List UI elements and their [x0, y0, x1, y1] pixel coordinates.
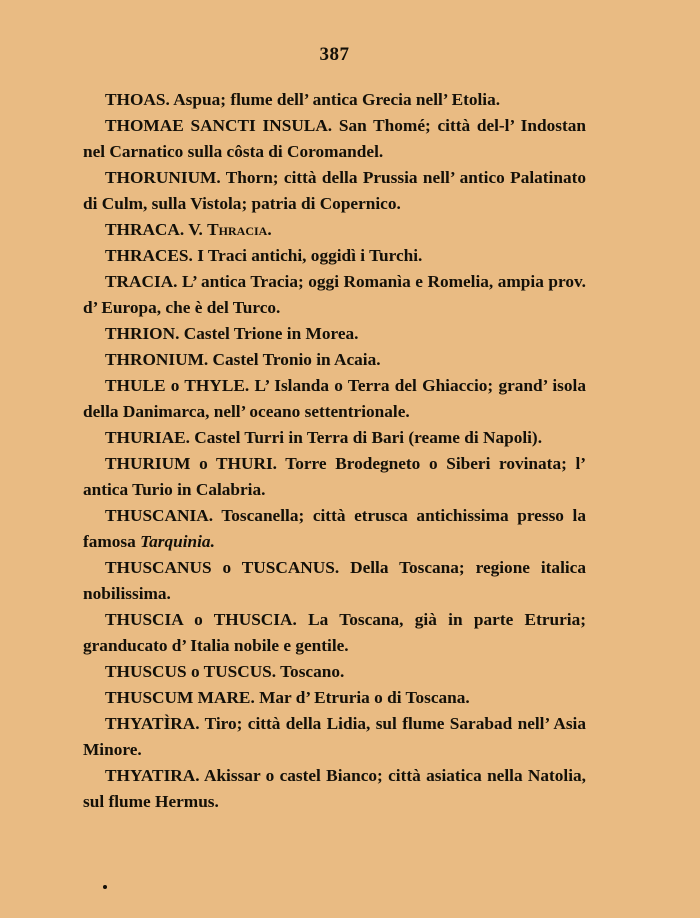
- entry-text: San Thomé; città del-l’ Indostan nel Carnatico sulla côsta di Coromandel.: [83, 116, 586, 161]
- entry: [83, 269, 586, 321]
- page-number: 387: [319, 44, 350, 65]
- entry-head: THURIAE.: [105, 428, 190, 447]
- entry-head: THUSCUM MARE.: [105, 688, 255, 707]
- entry-text: L’ Islanda o Terra del Ghiaccio; grand’ isola della Danimarca, nell’ oceano settentrionale.: [83, 376, 586, 421]
- entry-head: THORUNIUM.: [105, 168, 221, 187]
- entry: [83, 763, 586, 815]
- entry-head: THRONIUM.: [105, 350, 209, 369]
- entry: [83, 165, 586, 217]
- entry-head: THYATIRA.: [105, 766, 200, 785]
- entry-text: Thorn; città della Prussia nell’ antico Palatinato di Culm, sulla Vistola; patria di Copernico.: [83, 168, 586, 213]
- entry-head: THYATÌRA.: [105, 714, 200, 733]
- entry-head: THUSCUS o TUSCUS.: [105, 662, 277, 681]
- entry: [83, 373, 586, 425]
- entry-head: THUSCANIA.: [105, 506, 214, 525]
- entry-text: Castel Tronio in Acaia.: [208, 350, 381, 369]
- entry: [83, 711, 586, 763]
- entry: [83, 113, 586, 165]
- entry-head: THURIUM o THURI.: [105, 454, 277, 473]
- entry-text: Akissar o castel Bianco; città asiatica nella Natolia, sul flume Hermus.: [83, 766, 586, 811]
- entry: [83, 451, 586, 503]
- entry: [83, 243, 586, 269]
- entry-head: THRION.: [105, 324, 180, 343]
- entry-text: Tiro; città della Lidia, sul flume Sarabad nell’ Asia Minore.: [83, 714, 586, 759]
- entry-text: L’ antica Tracia; oggi Romanìa e Romelia, ampia prov. d’ Europa, che è del Turco.: [83, 272, 586, 317]
- entry: [83, 503, 586, 555]
- entry-text: I Traci antichi, oggidì i Turchi.: [192, 246, 423, 265]
- entry-text: Aspua; flume dell’ antica Grecia nell’ Etolia.: [169, 90, 501, 109]
- entry: [83, 659, 586, 685]
- entry-text: Toscano.: [276, 662, 345, 681]
- entry-text: Della Toscana; regione italica nobilissima.: [83, 558, 586, 603]
- entry-head: THOAS.: [105, 90, 170, 109]
- entry-head: TRACIA.: [105, 272, 178, 291]
- entry-head: THUSCIA o THUSCIA.: [105, 610, 297, 629]
- entry-text: Castel Turri in Terra di Bari (reame di Napoli).: [189, 428, 543, 447]
- entry: [83, 607, 586, 659]
- entry-head: THULE o THYLE.: [105, 376, 250, 395]
- entry-head: THRACA.: [105, 220, 185, 239]
- entry-text: Castel Trione in Morea.: [179, 324, 359, 343]
- entry-head: THOMAE SANCTI INSULA.: [105, 116, 333, 135]
- entry-head: THRACES.: [105, 246, 193, 265]
- entry-text: Toscanella; città etrusca antichissima presso la famosa: [83, 506, 586, 551]
- entry: [83, 217, 586, 243]
- dictionary-entries: [83, 87, 586, 815]
- entry: [83, 87, 586, 113]
- entry-text: V.: [184, 220, 208, 239]
- entry: [83, 425, 586, 451]
- entry-text: Mar d’ Etruria o di Toscana.: [254, 688, 470, 707]
- entry-crossref: Thracia.: [207, 220, 272, 239]
- entry: [83, 347, 586, 373]
- entry: [83, 685, 586, 711]
- entry: [83, 555, 586, 607]
- entry-text: La Toscana, già in parte Etruria; granducato d’ Italia nobile e gentile.: [83, 610, 586, 655]
- entry: [83, 321, 586, 347]
- entry-text: Torre Brodegneto o Siberi rovinata; l’ antica Turio in Calabria.: [83, 454, 587, 499]
- entry-italic: Tarquinia.: [140, 532, 215, 551]
- ink-speck: [103, 885, 107, 889]
- entry-head: THUSCANUS o TUSCANUS.: [105, 558, 340, 577]
